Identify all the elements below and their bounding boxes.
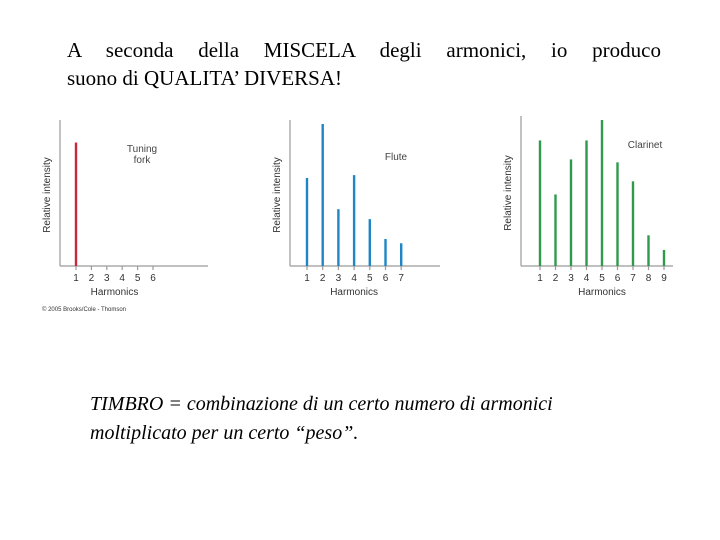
harmonic-bar [632,181,634,266]
x-tick-label: 2 [88,273,95,284]
x-tick-label: 1 [537,273,543,284]
harmonic-bar [647,235,649,266]
harmonic-bar [570,159,572,266]
x-tick-label: 7 [398,273,404,284]
harmonic-bar [353,175,355,266]
harmonic-bar [369,219,371,266]
harmonic-bar [585,140,587,266]
x-tick-label: 3 [335,273,342,284]
copyright-notice: © 2005 Brooks/Cole - Thomson [42,307,127,313]
x-tick-label: 1 [304,273,310,284]
timbre-caption [90,390,690,448]
x-axis-title: Harmonics [330,287,378,298]
x-tick-label: 1 [73,273,79,284]
x-tick-label: 7 [630,273,636,284]
harmonic-bar [554,194,556,266]
x-tick-label: 9 [661,273,667,284]
y-axis-title: Relative intensity [503,155,514,231]
instrument-label: Clarinet [627,140,663,151]
caption-line-1: TIMBRO = combinazione di un certo numero di armonici [90,393,553,415]
x-tick-label: 2 [552,273,559,284]
harmonic-bar [616,162,618,266]
harmonic-bar [384,239,386,266]
slide-heading [67,36,661,92]
harmonic-bar [663,250,665,266]
instrument-label: Flute [384,152,408,163]
harmonic-bar [601,120,603,266]
harmonic-bar [539,140,541,266]
y-axis-title: Relative intensity [272,157,283,233]
x-axis-title: Harmonics [578,287,626,298]
x-tick-label: 4 [583,273,590,284]
instrument-label: fork [133,155,151,166]
instrument-label: Tuning [126,144,158,155]
tuning-fork-chart [38,108,213,303]
harmonic-bar [337,209,339,266]
x-tick-label: 4 [119,273,125,284]
y-axis-title: Relative intensity [42,157,53,233]
x-tick-label: 5 [599,273,605,284]
x-tick-label: 8 [645,273,652,284]
harmonic-bar [306,178,308,266]
x-tick-label: 5 [134,273,141,284]
x-tick-label: 2 [319,273,326,284]
caption-line-2: moltiplicato per un certo “peso”. [90,422,359,444]
x-tick-label: 3 [568,273,574,284]
x-tick-label: 3 [104,273,110,284]
heading-line-2: suono di QUALITA’ DIVERSA! [67,66,342,90]
harmonic-bar [322,124,324,266]
flute-chart [270,108,445,303]
clarinet-chart [505,108,680,303]
x-axis-title: Harmonics [90,287,139,298]
x-tick-label: 6 [382,273,389,284]
heading-line-1: A seconda della MISCELA degli armonici, io produco [67,38,661,62]
x-tick-label: 5 [367,273,373,284]
harmonic-bar [75,143,77,266]
x-tick-label: 6 [614,273,621,284]
x-tick-label: 4 [351,273,357,284]
harmonic-bar [400,243,402,266]
x-tick-label: 6 [150,273,156,284]
